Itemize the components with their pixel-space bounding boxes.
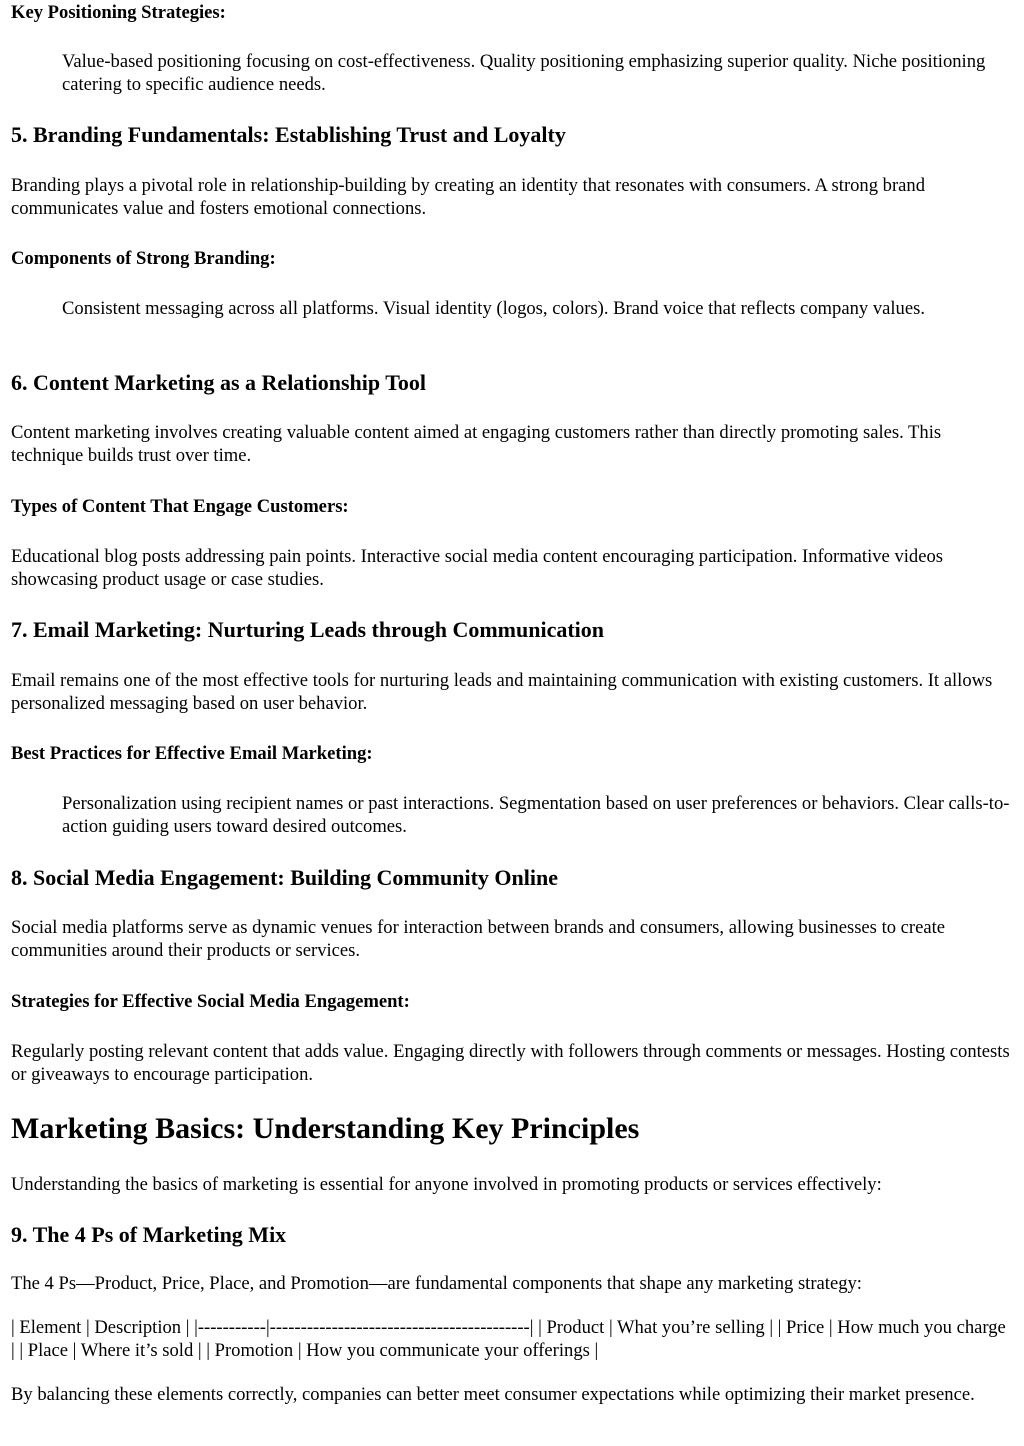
- heading-marketing-basics: Marketing Basics: Understanding Key Principles: [11, 1112, 640, 1145]
- subheading-email-best-practices: Best Practices for Effective Email Marketing:: [11, 743, 373, 764]
- heading-4ps: 9. The 4 Ps of Marketing Mix: [11, 1222, 287, 1247]
- paragraph-content-marketing: Content marketing involves creating valuable content aimed at engaging customers rather than directly promoting sales. This technique builds trust over time.: [11, 422, 942, 467]
- paragraph-social-media: Social media platforms serve as dynamic venues for interaction between brands and consumers, allowing businesses to create communities around their products or services.: [11, 917, 946, 962]
- heading-branding-fundamentals: 5. Branding Fundamentals: Establishing Trust and Loyalty: [11, 122, 566, 147]
- heading-social-media: 8. Social Media Engagement: Building Community Online: [11, 865, 558, 890]
- paragraph-marketing-basics: Understanding the basics of marketing is essential for anyone involved in promoting products or services effectively:: [11, 1174, 882, 1195]
- subheading-components-branding: Components of Strong Branding:: [11, 248, 276, 269]
- paragraph-branding: Branding plays a pivotal role in relationship-building by creating an identity that resonates with consumers. A strong brand communicates value and fosters emotional connections.: [11, 175, 926, 220]
- paragraph-content-types: Educational blog posts addressing pain points. Interactive social media content encouraging participation. Informative videos showcasing product usage or case studies.: [11, 546, 944, 591]
- blockquote-positioning-strategies: Value-based positioning focusing on cost-effectiveness. Quality positioning emphasizing superior quality. Niche positioning catering to specific audience needs.: [62, 51, 986, 96]
- paragraph-social-strategies: Regularly posting relevant content that adds value. Engaging directly with followers through comments or messages. Hosting contests or giveaways to encourage participation.: [11, 1041, 1010, 1086]
- subheading-key-positioning: Key Positioning Strategies:: [11, 2, 226, 23]
- subheading-social-strategies: Strategies for Effective Social Media Engagement:: [11, 991, 410, 1012]
- paragraph-4ps: The 4 Ps—Product, Price, Place, and Promotion—are fundamental components that shape any marketing strategy:: [11, 1273, 862, 1294]
- blockquote-branding-components: Consistent messaging across all platforms. Visual identity (logos, colors). Brand voice that reflects company values.: [62, 298, 925, 319]
- blockquote-email-best-practices: Personalization using recipient names or past interactions. Segmentation based on user preferences or behaviors. Clear calls-to-action guiding users toward desired outcomes.: [62, 793, 1010, 838]
- heading-email-marketing: 7. Email Marketing: Nurturing Leads through Communication: [11, 617, 605, 642]
- subheading-content-types: Types of Content That Engage Customers:: [11, 496, 349, 517]
- heading-content-marketing: 6. Content Marketing as a Relationship Tool: [11, 370, 426, 395]
- paragraph-balancing: By balancing these elements correctly, companies can better meet consumer expectations while optimizing their market presence.: [11, 1384, 975, 1405]
- markdown-table-text: | Element | Description | |-----------|------------------------------------------| | Product | What you’re selling | | Price | How much you charge | | Place | Where it’s sold | | Promotion | How you communicate your offerings |: [11, 1317, 1006, 1362]
- paragraph-email-marketing: Email remains one of the most effective tools for nurturing leads and maintaining communication with existing customers. It allows personalized messaging based on user behavior.: [11, 670, 993, 715]
